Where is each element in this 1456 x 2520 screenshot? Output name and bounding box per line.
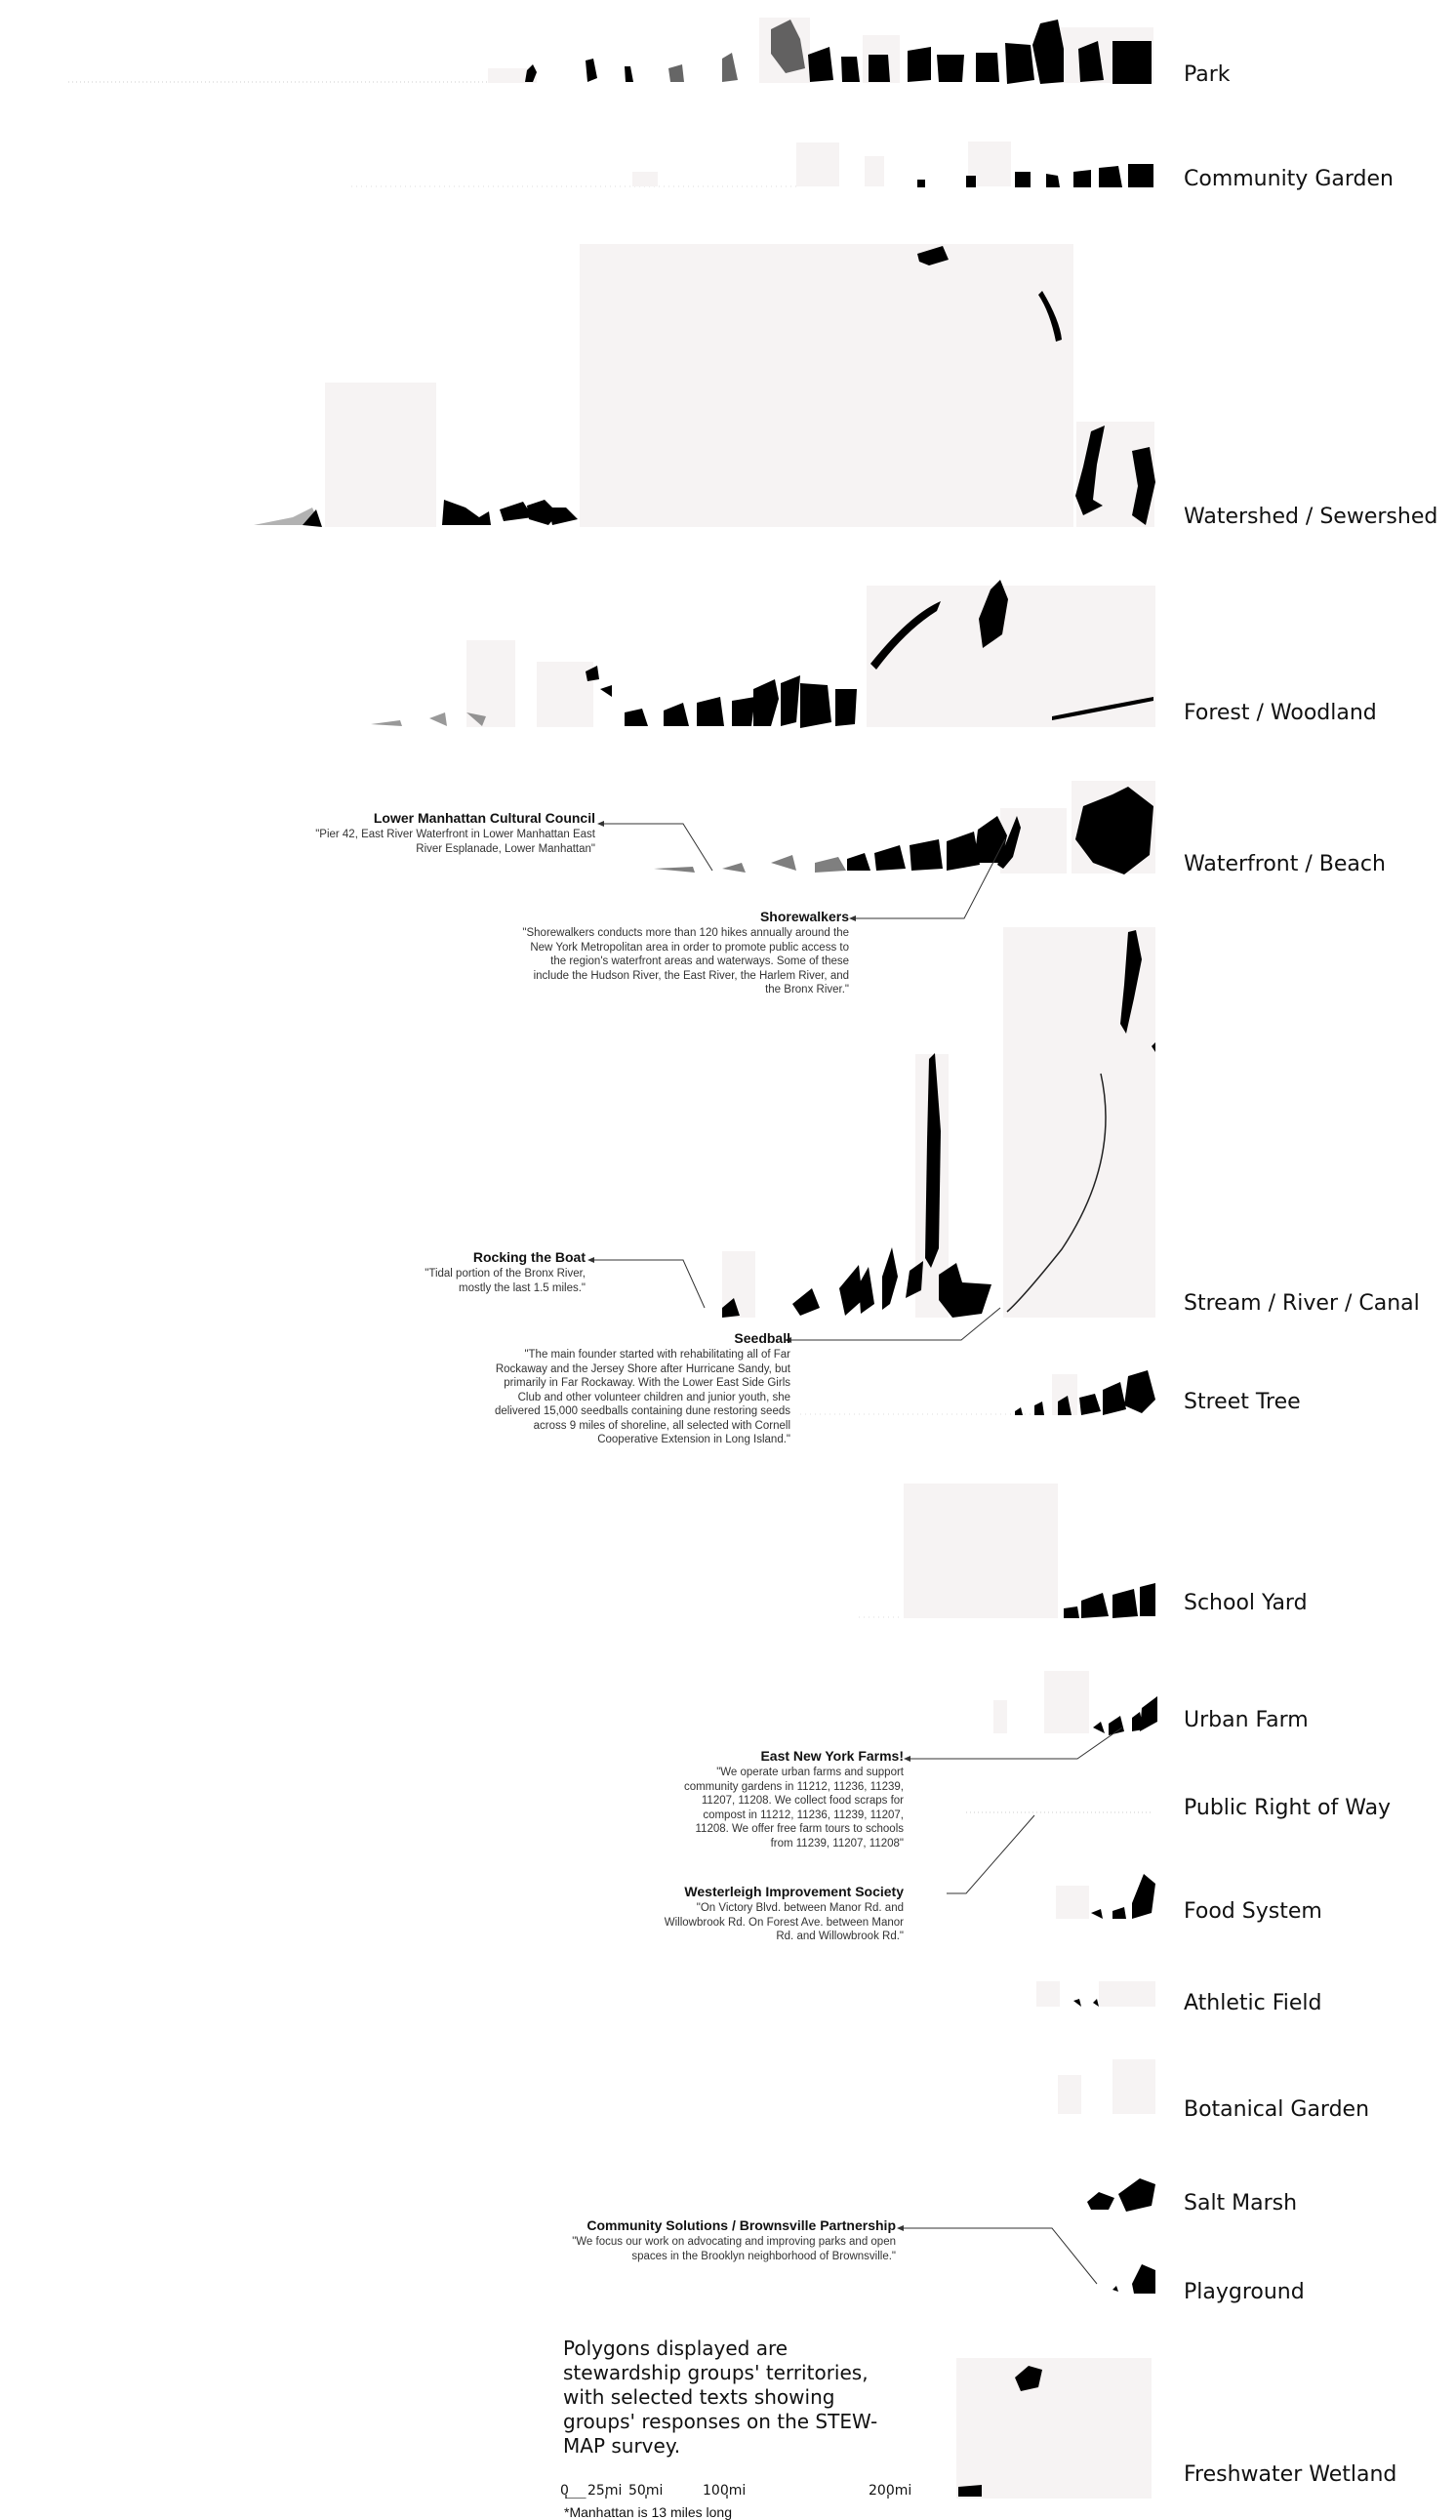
annotation-quote: "On Victory Blvd. between Manor Rd. and Willowbrook Rd. On Forest Ave. between Manor Rd. and Willowbrook Rd." [664, 1902, 904, 1942]
annotation-title: Community Solutions / Brownsville Partnership [586, 2217, 896, 2233]
row-forest [371, 580, 1155, 728]
scale-tick-label: 0 [560, 2483, 569, 2499]
annotation-title: Rocking the Boat [472, 1249, 586, 1265]
row-botanical-garden [1058, 2059, 1155, 2114]
leader-arrowheads [587, 821, 910, 2231]
annotation-quote: "Pier 42, East River Waterfront in Lower Manhattan East River Esplanade, Lower Manhattan" [315, 829, 595, 855]
footnote: *Manhattan is 13 miles long [564, 2504, 732, 2520]
annotation-enyf [673, 1748, 904, 1850]
label-watershed: Watershed / Sewershed [1184, 505, 1438, 529]
label-urban-farm: Urban Farm [1184, 1708, 1309, 1732]
annotation-title: Westerleigh Improvement Society [684, 1884, 904, 1899]
label-public-row: Public Right of Way [1184, 1796, 1392, 1820]
label-botanical-garden: Botanical Garden [1184, 2097, 1370, 2122]
annotation-title: East New York Farms! [760, 1748, 904, 1764]
row-street-tree [800, 1370, 1155, 1415]
scale-tick-label: 100mi [703, 2483, 747, 2499]
annotation-title: Seedball [734, 1330, 790, 1346]
label-forest: Forest / Woodland [1184, 701, 1377, 725]
label-stream: Stream / River / Canal [1184, 1291, 1420, 1316]
row-playground [1112, 2264, 1155, 2294]
label-food-system: Food System [1184, 1899, 1322, 1924]
annotation-westerleigh [654, 1884, 904, 1944]
row-watershed [254, 244, 1155, 527]
annotation-title: Shorewalkers [759, 909, 849, 924]
annotation-quote: "Tidal portion of the Bronx River, mostly the last 1.5 miles." [425, 1268, 586, 1294]
annotation-shorewalkers [517, 909, 849, 997]
label-school-yard: School Yard [1184, 1591, 1308, 1615]
annotation-title: Lower Manhattan Cultural Council [373, 810, 595, 826]
row-athletic-field [1036, 1981, 1155, 2007]
label-athletic-field: Athletic Field [1184, 1991, 1322, 2015]
annotation-quote: "The main founder started with rehabilitating all of Far Rockaway and the Jersey Shore after Hurricane Sandy, but primarily in Far Rockaway. With the Lower East Side Girls Club and other volunteer children and junior youth, she delivered 15,000 seedballs containing dune restoring seeds across 9 miles of shoreline, all selected with Cornell Cooperative Extension in Long Island." [494, 1349, 790, 1445]
row-urban-farm [993, 1671, 1157, 1735]
row-park [68, 18, 1153, 84]
scale-tick-label: 50mi [628, 2483, 664, 2499]
annotation-brownsville [546, 2217, 896, 2263]
label-community-garden: Community Garden [1184, 167, 1394, 191]
label-waterfront: Waterfront / Beach [1184, 852, 1386, 876]
row-community-garden [351, 142, 1153, 187]
annotation-lmcc [293, 810, 595, 856]
label-freshwater-wetland: Freshwater Wetland [1184, 2462, 1397, 2487]
label-playground: Playground [1184, 2280, 1305, 2304]
row-waterfront [654, 781, 1155, 874]
label-park: Park [1184, 62, 1231, 87]
label-salt-marsh: Salt Marsh [1184, 2191, 1298, 2215]
annotation-quote: "We operate urban farms and support community gardens in 11212, 11236, 11239, 11207, 11208. We collect food scraps for compost in 11212, 11236, 11239, 11207, 11208. We offer free farm tours to schools from 11239, 11207, 11208" [683, 1767, 904, 1849]
scale-tick-label: 200mi [869, 2483, 912, 2499]
annotation-rocking-boat [390, 1249, 586, 1295]
annotation-seedball [488, 1330, 790, 1447]
scale-tick-label: 25mi [587, 2483, 623, 2499]
row-school-yard [859, 1484, 1155, 1618]
annotation-quote: "We focus our work on advocating and improving parks and open spaces in the Brooklyn neighborhood of Brownsville." [572, 2236, 896, 2262]
note-text: Polygons displayed are stewardship groups' territories, with selected texts showing groups' responses on the STEW-MAP survey. [563, 2337, 878, 2458]
annotation-quote: "Shorewalkers conducts more than 120 hikes annually around the New York Metropolitan area in order to promote public access to the region's waterfront areas and waterways. Some of these include the Hudson River, the East River, the Harlem River, and the Bronx River." [522, 927, 849, 996]
row-freshwater-wetland [956, 2358, 1152, 2499]
label-street-tree: Street Tree [1184, 1390, 1301, 1414]
row-salt-marsh [1087, 2178, 1155, 2212]
row-food-system [1056, 1874, 1155, 1919]
